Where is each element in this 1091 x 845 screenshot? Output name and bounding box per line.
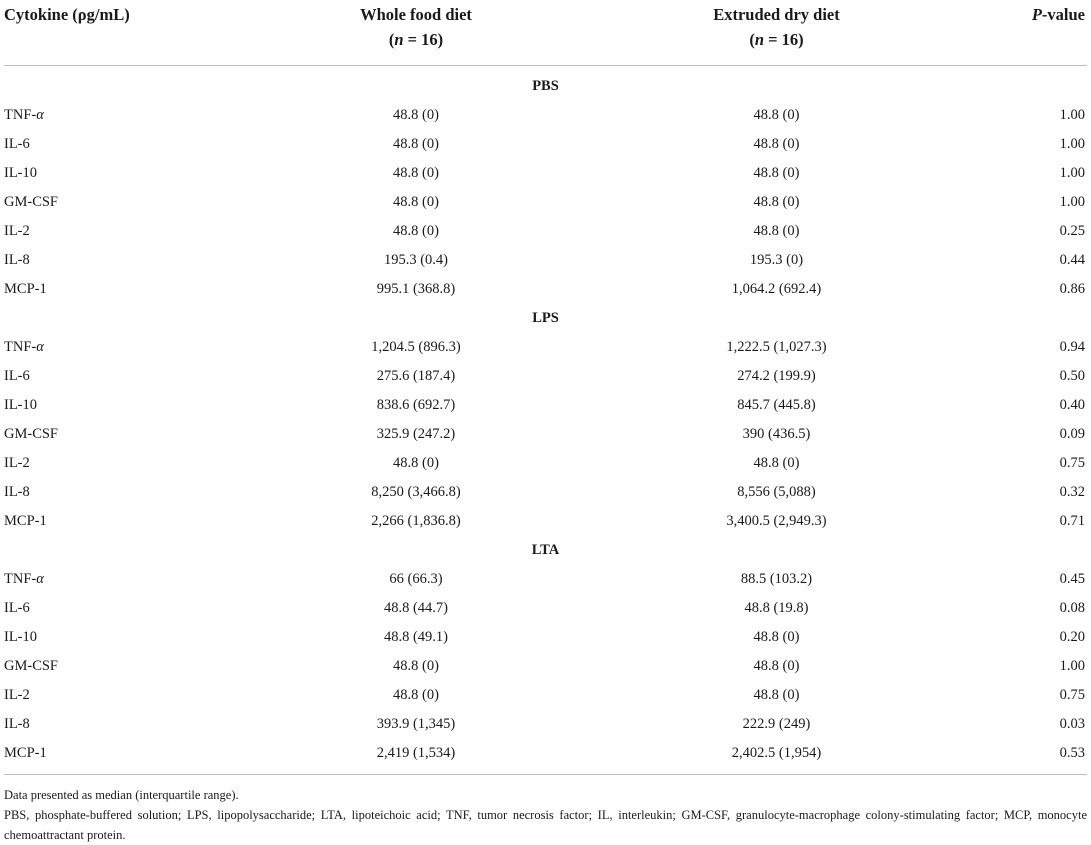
cytokine-name: GM-CSF xyxy=(4,194,58,210)
cell-cytokine xyxy=(4,101,266,130)
cell-whole-food: 66 (66.3) xyxy=(389,571,443,587)
table-row xyxy=(4,594,1087,623)
cell-whole-food: 48.8 (0) xyxy=(393,658,439,674)
cell-p-value: 1.00 xyxy=(1059,136,1085,152)
cytokine-name: IL-6 xyxy=(4,136,30,152)
header-extruded-dry xyxy=(566,0,987,64)
cell-extruded-dry: 3,400.5 (2,949.3) xyxy=(726,513,827,529)
header-whole-n-open: ( xyxy=(388,30,395,49)
cell-whole-food: 2,266 (1,836.8) xyxy=(371,513,461,529)
header-row xyxy=(4,0,1087,64)
header-whole-n-rest: = 16) xyxy=(403,30,444,49)
header-extruded-n-var: n xyxy=(754,30,765,49)
cell-cytokine xyxy=(4,217,266,246)
table-row xyxy=(4,101,1087,130)
cell-p-value: 1.00 xyxy=(1059,107,1085,123)
cell-p-value: 0.40 xyxy=(1059,397,1085,413)
table-row xyxy=(4,246,1087,275)
table-row xyxy=(4,710,1087,739)
table-row xyxy=(4,420,1087,449)
cell-cytokine xyxy=(4,391,266,420)
header-p-italic: P xyxy=(1031,5,1042,24)
cell-p-value: 0.20 xyxy=(1059,629,1085,645)
cell-extruded-dry: 48.8 (0) xyxy=(753,107,800,123)
cell-cytokine xyxy=(4,246,266,275)
section-title: LTA xyxy=(531,542,560,558)
cytokine-name: GM-CSF xyxy=(4,426,58,442)
cytokine-name: MCP-1 xyxy=(4,513,47,529)
cytokine-name: MCP-1 xyxy=(4,281,47,297)
cell-p-value: 0.03 xyxy=(1059,716,1085,732)
cell-cytokine xyxy=(4,623,266,652)
table-row xyxy=(4,188,1087,217)
cytokine-name: IL-2 xyxy=(4,455,30,471)
cell-cytokine xyxy=(4,188,266,217)
cytokine-name: IL-2 xyxy=(4,687,30,703)
cell-cytokine xyxy=(4,710,266,739)
cell-cytokine xyxy=(4,362,266,391)
cell-cytokine xyxy=(4,565,266,594)
cell-cytokine xyxy=(4,681,266,710)
cell-whole-food: 995.1 (368.8) xyxy=(376,281,456,297)
header-extruded-title: Extruded dry diet xyxy=(713,5,840,24)
cell-p-value: 0.09 xyxy=(1059,426,1085,442)
cell-p-value: 1.00 xyxy=(1059,658,1085,674)
section-title: LPS xyxy=(532,310,559,326)
cell-cytokine xyxy=(4,130,266,159)
cell-cytokine xyxy=(4,275,266,304)
cytokine-name: IL-10 xyxy=(4,397,38,413)
header-p-rest: -value xyxy=(1041,5,1085,24)
cell-extruded-dry: 2,402.5 (1,954) xyxy=(731,745,822,761)
cytokine-name: IL-6 xyxy=(4,600,30,616)
table-row xyxy=(4,507,1087,536)
cell-whole-food: 2,419 (1,534) xyxy=(376,745,456,761)
header-whole-n xyxy=(266,27,566,52)
cell-p-value: 1.00 xyxy=(1059,165,1085,181)
cell-whole-food: 48.8 (0) xyxy=(393,223,439,239)
cell-extruded-dry: 88.5 (103.2) xyxy=(740,571,813,587)
table-row xyxy=(4,391,1087,420)
table-row xyxy=(4,159,1087,188)
cell-cytokine xyxy=(4,333,266,362)
table-row xyxy=(4,739,1087,768)
table-row xyxy=(4,333,1087,362)
cell-extruded-dry: 222.9 (249) xyxy=(742,716,811,732)
cell-whole-food: 8,250 (3,466.8) xyxy=(371,484,461,500)
header-whole-food xyxy=(266,0,566,64)
cell-whole-food: 48.8 (0) xyxy=(393,165,439,181)
header-whole-title: Whole food diet xyxy=(360,5,472,24)
cell-extruded-dry: 48.8 (0) xyxy=(753,165,800,181)
cell-whole-food: 1,204.5 (896.3) xyxy=(371,339,461,355)
cytokine-name: TNF- xyxy=(4,107,37,123)
table-row xyxy=(4,362,1087,391)
cell-whole-food: 325.9 (247.2) xyxy=(376,426,456,442)
cell-extruded-dry: 48.8 (0) xyxy=(753,223,800,239)
cytokine-name: TNF- xyxy=(4,571,37,587)
table-row xyxy=(4,275,1087,304)
cell-extruded-dry: 390 (436.5) xyxy=(742,426,811,442)
cytokine-name: TNF- xyxy=(4,339,37,355)
table-footnotes xyxy=(4,775,1087,845)
cell-extruded-dry: 48.8 (0) xyxy=(753,687,800,703)
table-row xyxy=(4,130,1087,159)
cell-extruded-dry: 1,064.2 (692.4) xyxy=(731,281,822,297)
cell-whole-food: 48.8 (0) xyxy=(393,687,439,703)
cytokine-table xyxy=(4,0,1087,768)
table-row xyxy=(4,565,1087,594)
cytokine-name: IL-10 xyxy=(4,165,38,181)
cell-p-value: 0.45 xyxy=(1059,571,1085,587)
header-extruded-n-open: ( xyxy=(749,30,755,49)
cytokine-name: IL-8 xyxy=(4,484,30,500)
cell-whole-food: 838.6 (692.7) xyxy=(376,397,456,413)
cell-extruded-dry: 48.8 (19.8) xyxy=(744,600,809,616)
cell-extruded-dry: 48.8 (0) xyxy=(753,658,800,674)
cell-p-value: 0.50 xyxy=(1059,368,1085,384)
cell-cytokine xyxy=(4,478,266,507)
cell-p-value: 0.44 xyxy=(1059,252,1085,268)
section-title: PBS xyxy=(532,78,559,94)
table-body xyxy=(4,72,1087,768)
cell-cytokine xyxy=(4,159,266,188)
cell-cytokine xyxy=(4,594,266,623)
cell-p-value: 0.86 xyxy=(1059,281,1085,297)
table-header xyxy=(4,0,1087,72)
cytokine-name: GM-CSF xyxy=(4,658,58,674)
cell-extruded-dry: 48.8 (0) xyxy=(753,136,800,152)
cell-p-value: 1.00 xyxy=(1059,194,1085,210)
cytokine-name: IL-6 xyxy=(4,368,30,384)
cell-whole-food: 48.8 (0) xyxy=(393,194,439,210)
cytokine-name: MCP-1 xyxy=(4,745,47,761)
cell-p-value: 0.32 xyxy=(1059,484,1085,500)
cell-p-value: 0.08 xyxy=(1059,600,1085,616)
cell-p-value: 0.75 xyxy=(1059,455,1085,471)
cell-cytokine xyxy=(4,507,266,536)
footnote-1: Data presented as median (interquartile range). xyxy=(4,788,239,802)
cell-whole-food: 48.8 (44.7) xyxy=(383,600,449,616)
cell-extruded-dry: 195.3 (0) xyxy=(749,252,804,268)
footnote-2: PBS, phosphate-buffered solution; LPS, lipopolysaccharide; LTA, lipoteichoic acid; TNF, tumor necrosis factor; IL, interleukin; GM-CSF, granulocyte-macrophage colony-stimulating factor; MCP, monocyte chemoattractant protein. xyxy=(4,808,1087,842)
header-whole-n-var: n xyxy=(394,30,404,49)
table-row xyxy=(4,449,1087,478)
cell-extruded-dry: 48.8 (0) xyxy=(753,629,800,645)
cell-whole-food: 48.8 (0) xyxy=(393,136,439,152)
cell-extruded-dry: 48.8 (0) xyxy=(753,194,800,210)
header-p-value xyxy=(987,0,1087,64)
cell-cytokine xyxy=(4,449,266,478)
cell-whole-food: 48.8 (0) xyxy=(393,107,439,123)
cell-whole-food: 393.9 (1,345) xyxy=(376,716,456,732)
cytokine-name: IL-8 xyxy=(4,252,30,268)
cell-cytokine xyxy=(4,420,266,449)
cell-p-value: 0.71 xyxy=(1059,513,1085,529)
header-extruded-n-rest: = 16) xyxy=(764,30,804,49)
cell-extruded-dry: 1,222.5 (1,027.3) xyxy=(726,339,827,355)
cell-p-value: 0.75 xyxy=(1059,687,1085,703)
cytokine-name: IL-10 xyxy=(4,629,38,645)
cytokine-name: IL-8 xyxy=(4,716,30,732)
cell-p-value: 0.53 xyxy=(1059,745,1085,761)
section-row xyxy=(4,304,1087,333)
cell-whole-food: 275.6 (187.4) xyxy=(376,368,456,384)
table-row xyxy=(4,478,1087,507)
cell-extruded-dry: 274.2 (199.9) xyxy=(737,368,816,384)
cytokine-greek-suffix: α xyxy=(36,339,44,355)
table-row xyxy=(4,623,1087,652)
section-row xyxy=(4,72,1087,101)
cell-whole-food: 195.3 (0.4) xyxy=(383,252,449,268)
cell-extruded-dry: 48.8 (0) xyxy=(753,455,800,471)
header-cytokine xyxy=(4,0,266,64)
cell-extruded-dry: 8,556 (5,088) xyxy=(737,484,816,500)
cytokine-name: IL-2 xyxy=(4,223,30,239)
table-row xyxy=(4,217,1087,246)
cell-extruded-dry: 845.7 (445.8) xyxy=(737,397,816,413)
cytokine-greek-suffix: α xyxy=(36,107,44,123)
cell-cytokine xyxy=(4,739,266,768)
cell-p-value: 0.94 xyxy=(1059,339,1085,355)
table-row xyxy=(4,681,1087,710)
cytokine-greek-suffix: α xyxy=(36,571,44,587)
header-cytokine-label: Cytokine (ρg/mL) xyxy=(4,5,130,24)
section-row xyxy=(4,536,1087,565)
cell-whole-food: 48.8 (0) xyxy=(393,455,439,471)
header-extruded-n xyxy=(566,27,987,52)
cell-p-value: 0.25 xyxy=(1059,223,1085,239)
table-row xyxy=(4,652,1087,681)
cell-whole-food: 48.8 (49.1) xyxy=(383,629,449,645)
cell-cytokine xyxy=(4,652,266,681)
